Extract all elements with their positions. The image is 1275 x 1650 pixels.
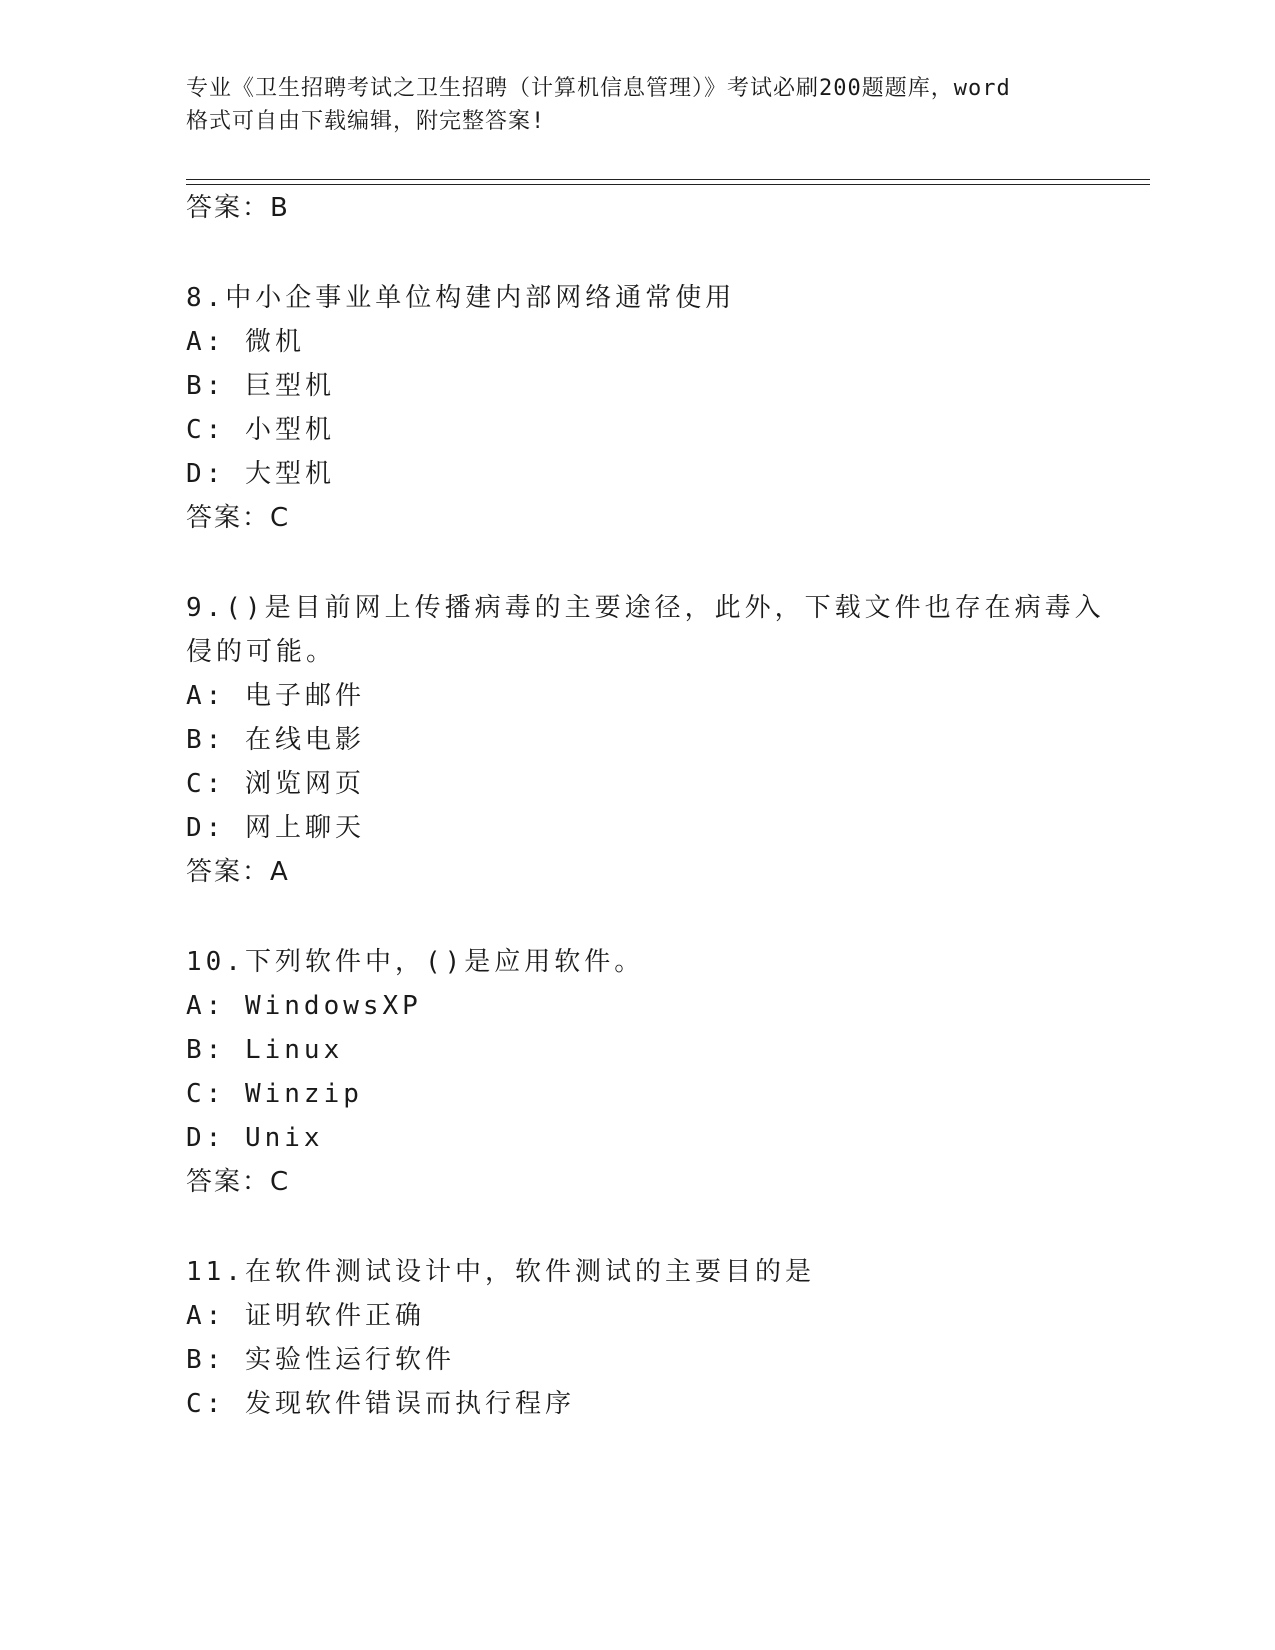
question-9-stem-line-2: 侵的可能。 (186, 637, 337, 667)
question-10-option-a: A: WindowsXP (186, 991, 422, 1021)
question-10-option-d: D: Unix (186, 1123, 324, 1153)
question-8-option-a: A: 微机 (186, 327, 305, 357)
question-10-option-c: C: Winzip (186, 1079, 363, 1109)
header-line-2: 格式可自由下载编辑，附完整答案! (186, 109, 546, 134)
question-11-stem: 11.在软件测试设计中，软件测试的主要目的是 (186, 1257, 815, 1287)
question-9-stem-line-1: 9.()是目前网上传播病毒的主要途径，此外，下载文件也存在病毒入 (186, 593, 1105, 623)
header-line-1: 专业《卫生招聘考试之卫生招聘（计算机信息管理）》考试必刷200题题库，word (186, 76, 1011, 101)
previous-answer: 答案：B (186, 193, 290, 223)
question-11-option-b: B: 实验性运行软件 (186, 1345, 455, 1375)
question-9-option-d: D: 网上聊天 (186, 813, 365, 843)
question-10-stem: 10.下列软件中，()是应用软件。 (186, 947, 645, 977)
question-10-answer: 答案：C (186, 1167, 291, 1197)
question-9-option-c: C: 浏览网页 (186, 769, 365, 799)
question-11-option-c: C: 发现软件错误而执行程序 (186, 1389, 575, 1419)
question-11-option-a: A: 证明软件正确 (186, 1301, 425, 1331)
question-9-option-b: B: 在线电影 (186, 725, 365, 755)
question-8-stem: 8.中小企事业单位构建内部网络通常使用 (186, 283, 736, 313)
question-8-option-d: D: 大型机 (186, 459, 335, 489)
question-8-option-c: C: 小型机 (186, 415, 335, 445)
question-10-option-b: B: Linux (186, 1035, 344, 1065)
question-8-answer: 答案：C (186, 503, 291, 533)
question-9-answer: 答案：A (186, 857, 290, 887)
question-8-option-b: B: 巨型机 (186, 371, 335, 401)
header-divider-top (186, 179, 1150, 180)
header-divider-bottom (186, 184, 1150, 185)
document-header (186, 72, 1086, 138)
question-9-option-a: A: 电子邮件 (186, 681, 365, 711)
